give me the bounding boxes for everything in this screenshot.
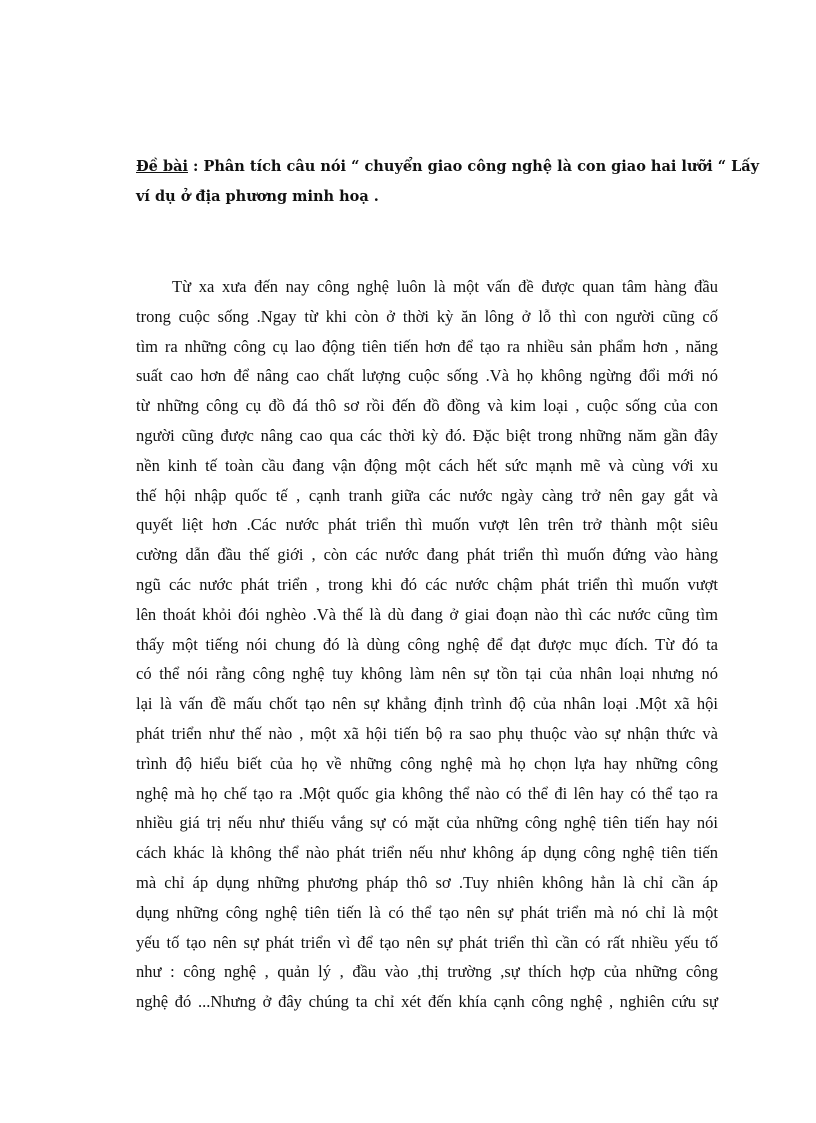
assignment-title bbox=[136, 152, 760, 212]
title-label: Đề bài bbox=[136, 158, 188, 175]
paragraph-line: nghệ mà họ chế tạo ra .Một quốc gia không thể nào có thể đi lên hay có thể tạo ra bbox=[136, 783, 718, 803]
paragraph-line: mà chỉ áp dụng những phương pháp thô sơ .Tuy nhiên không hẳn là chỉ cần áp bbox=[136, 872, 718, 892]
paragraph-line: cách khác là không thể nào phát triển nếu như không áp dụng công nghệ tiên tiến bbox=[136, 843, 718, 863]
paragraph-line: Từ xa xưa đến nay công nghệ luôn là một vấn đề được quan tâm hàng đầu bbox=[172, 277, 718, 296]
paragraph-line: ngũ các nước phát triển , trong khi đó các nước chậm phát triển thì muốn vượt bbox=[136, 574, 718, 594]
paragraph-line: thấy một tiếng nói chung đó là dùng công nghệ để đạt được mục đích. Từ đó ta bbox=[136, 634, 718, 654]
paragraph-line: suất cao hơn để nâng cao chất lượng cuộc sống .Và họ không ngừng đổi mới nó bbox=[136, 366, 718, 386]
paragraph-line: như : công nghệ , quản lý , đầu vào ,thị trường ,sự thích hợp của những công bbox=[136, 962, 718, 982]
paragraph-line: lên thoát khỏi đói nghèo .Và thế là dù đang ở giai đoạn nào thì các nước cũng tìm bbox=[136, 604, 718, 624]
paragraph-line: thế hội nhập quốc tế , cạnh tranh giữa các nước ngày càng trở nên gay gắt và bbox=[136, 485, 718, 505]
paragraph-line: tìm ra những công cụ lao động tiên tiến hơn để tạo ra nhiều sản phẩm hơn , năng bbox=[136, 336, 718, 356]
paragraph-line: phát triển như thế nào , một xã hội tiến bộ ra sao phụ thuộc vào sự nhận thức và bbox=[136, 723, 718, 743]
paragraph-line: quyết liệt hơn .Các nước phát triển thì muốn vượt lên trên trở thành một siêu bbox=[136, 515, 718, 535]
paragraph-line: cường dẫn đầu thế giới , còn các nước đang phát triển thì muốn đứng vào hàng bbox=[136, 545, 718, 565]
paragraph-line: từ những công cụ đồ đá thô sơ rồi đến đồ đồng và kim loại , cuộc sống của con bbox=[136, 396, 718, 416]
paragraph-line: lại là vấn đề mấu chốt tạo nên sự khẳng định trình độ của nhân loại .Một xã hội bbox=[136, 694, 718, 714]
paragraph-line: nghệ đó ...Nhưng ở đây chúng ta chỉ xét đến khía cạnh công nghệ , nghiên cứu sự bbox=[136, 992, 718, 1012]
essay-paragraph bbox=[136, 272, 718, 1017]
paragraph-line: dụng những công nghệ tiên tiến là có thể tạo nên sự phát triển mà nó chỉ là một bbox=[136, 902, 718, 922]
paragraph-line: trình độ hiểu biết của họ về những công nghệ mà họ chọn lựa hay những công bbox=[136, 753, 718, 773]
title-text-line-1: : Phân tích câu nói “ chuyển giao công nghệ là con giao hai lưỡi “ Lấy bbox=[188, 158, 760, 175]
paragraph-line: yếu tố tạo nên sự phát triển vì để tạo nên sự phát triển thì cần có rất nhiều yếu tố bbox=[136, 932, 718, 952]
paragraph-line: nhiều giá trị nếu như thiếu vắng sự có mặt của những công nghệ tiên tiến hay nói bbox=[136, 813, 718, 833]
title-text-line-2: ví dụ ở địa phương minh hoạ . bbox=[136, 188, 379, 205]
paragraph-line: nền kinh tế toàn cầu đang vận động một cách hết sức mạnh mẽ và cùng với xu bbox=[136, 455, 718, 475]
paragraph-line: có thể nói rằng công nghệ tuy không làm nên sự tồn tại của nhân loại nhưng nó bbox=[136, 664, 718, 684]
paragraph-line: người cũng được nâng cao qua các thời kỳ đó. Đặc biệt trong những năm gần đây bbox=[136, 425, 718, 445]
paragraph-line: trong cuộc sống .Ngay từ khi còn ở thời kỳ ăn lông ở lỗ thì con người cũng cố bbox=[136, 306, 718, 326]
